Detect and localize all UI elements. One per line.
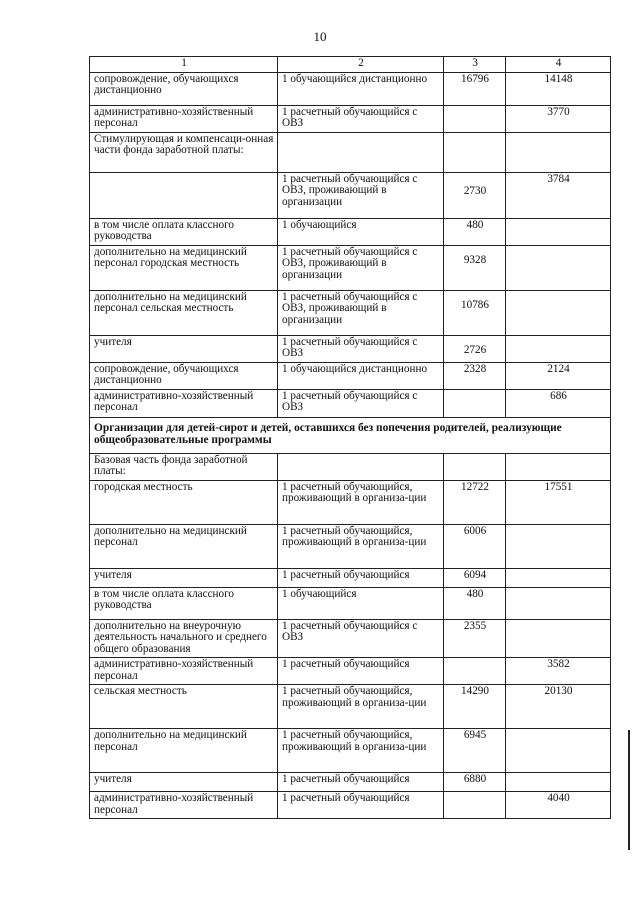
norm-value-cell-alt [506,72,611,105]
norm-value-cell-alt-text: 3784 [547,172,570,185]
norm-value-cell-text: 6945 [463,729,487,741]
unit-cell [278,619,444,658]
indicator-cell [90,335,278,362]
unit-cell [278,290,444,335]
table-row [90,290,611,335]
indicator-cell-text: учителя [94,335,132,348]
table-row [90,587,611,619]
table-row [90,389,611,417]
norm-value-cell-text: 2328 [463,362,487,375]
norm-value-cell-alt [506,218,611,245]
unit-cell-text: 1 расчетный обучающийся [282,658,410,670]
norm-value-cell [444,72,506,105]
norm-value-cell-text: 2355 [463,619,487,632]
unit-cell-text: 1 расчетный обучающийся, проживающий в организа-ции [282,524,427,548]
norm-value-cell-alt [506,658,611,685]
norm-value-cell-text: 480 [466,587,484,600]
indicator-cell-text: сопровождение, обучающихся дистанционно [94,72,239,96]
norm-value-cell-alt [506,105,611,132]
unit-cell [278,389,444,417]
table-row [90,362,611,389]
norm-value-cell-alt [506,453,611,480]
norm-value-cell-alt [506,335,611,362]
norm-value-cell-alt [506,290,611,335]
indicator-cell [90,480,278,524]
unit-cell [278,568,444,587]
unit-cell-text: 1 обучающийся [282,218,357,231]
norm-value-cell-text: 6094 [463,568,487,581]
indicator-cell-text: городская местность [94,480,193,493]
norm-value-cell [444,172,506,218]
unit-cell [278,773,444,792]
unit-cell [278,245,444,290]
norm-value-cell [444,453,506,480]
table-row [90,792,611,819]
unit-cell [278,729,444,773]
norm-value-cell-alt [506,132,611,172]
norm-value-cell-text: 9328 [463,253,487,266]
unit-cell [278,172,444,218]
unit-cell [278,524,444,568]
indicator-cell-text: Стимулирующая и компенсаци-онная части фонда заработной платы: [94,132,274,156]
norm-value-cell-alt [506,389,611,417]
unit-cell [278,792,444,819]
norm-value-cell [444,658,506,685]
norm-value-cell-alt-text: 2124 [547,362,570,375]
norm-value-cell [444,792,506,819]
indicator-cell-text: административно-хозяйственный персонал [94,792,254,816]
norm-value-cell-alt [506,792,611,819]
unit-cell [278,72,444,105]
norm-value-cell-alt [506,685,611,729]
indicator-cell [90,245,278,290]
norm-value-cell [444,685,506,729]
unit-cell-text: 1 расчетный обучающийся, проживающий в организа-ции [282,685,427,709]
table-row [90,619,611,658]
table-row [90,172,611,218]
norm-value-cell [444,568,506,587]
indicator-cell [90,685,278,729]
norm-value-cell [444,480,506,524]
norm-value-cell-text: 14290 [461,685,489,697]
norm-value-cell-alt [506,773,611,792]
indicator-cell [90,619,278,658]
indicator-cell-text: в том числе оплата классного руководства [94,587,235,611]
unit-cell-text: 1 расчетный обучающийся [282,792,410,804]
unit-cell [278,105,444,132]
unit-cell-text: 1 расчетный обучающийся с ОВЗ [282,619,418,643]
page-number: 10 [313,29,327,44]
header-cell-2: 2 [278,57,444,73]
section-row [90,417,611,453]
norm-value-cell-alt-text: 20130 [544,685,573,697]
indicator-cell-text: дополнительно на медицинский персонал [94,729,247,753]
indicator-cell-text: сопровождение, обучающихся дистанционно [94,362,239,386]
table-row [90,524,611,568]
norm-value-cell-text: 12722 [461,480,489,493]
table-row [90,335,611,362]
unit-cell-text: 1 расчетный обучающийся с ОВЗ, проживающий в организации [282,245,418,281]
indicator-cell [90,389,278,417]
table-row [90,72,611,105]
section-title: Организации для детей-сирот и детей, оставшихся без попечения родителей, реализующие общеобразовательные программы [90,417,611,453]
unit-cell-text: 1 расчетный обучающийся с ОВЗ, проживающий в организации [282,290,418,326]
indicator-cell-text: дополнительно на медицинский персонал сельская местность [94,290,247,314]
norm-value-cell-alt-text: 17551 [544,480,573,493]
unit-cell [278,335,444,362]
norm-value-cell-alt-text: 3770 [547,105,570,118]
indicator-cell [90,524,278,568]
norm-value-cell [444,362,506,389]
norm-value-cell [444,335,506,362]
norm-value-cell-text: 6006 [463,524,487,537]
table-row [90,453,611,480]
norm-value-cell-alt-text: 3582 [547,658,570,670]
header-cell-1: 1 [90,57,278,73]
unit-cell [278,685,444,729]
unit-cell-text: 1 расчетный обучающийся с ОВЗ, проживающий в организации [282,172,418,208]
norm-value-cell [444,587,506,619]
indicator-cell-text: учителя [94,568,132,581]
unit-cell-text: 1 расчетный обучающийся, проживающий в организа-ции [282,480,427,504]
indicator-cell [90,362,278,389]
indicator-cell [90,587,278,619]
norm-value-cell-alt [506,172,611,218]
indicator-cell [90,172,278,218]
indicator-cell [90,218,278,245]
norm-value-cell [444,245,506,290]
table-row [90,568,611,587]
norm-value-cell [444,389,506,417]
unit-cell [278,658,444,685]
norm-value-cell-alt [506,245,611,290]
norm-value-cell [444,524,506,568]
norm-value-cell [444,290,506,335]
indicator-cell-text: административно-хозяйственный персонал [94,658,254,682]
table-row [90,132,611,172]
unit-cell [278,362,444,389]
indicator-cell-text: дополнительно на медицинский персонал [94,524,247,548]
norm-value-cell [444,729,506,773]
indicator-cell [90,729,278,773]
header-row [90,57,611,73]
norm-value-cell-text: 2730 [463,184,487,197]
header-cell-4: 4 [506,57,611,73]
norm-value-cell-alt [506,619,611,658]
norm-value-cell-alt-text: 4040 [547,792,570,804]
table-row [90,480,611,524]
norm-value-cell-alt [506,568,611,587]
unit-cell-text: 1 обучающийся [282,587,357,600]
indicator-cell [90,105,278,132]
norm-value-cell [444,132,506,172]
norm-value-cell-alt-text: 14148 [544,72,573,85]
norm-value-cell-text: 2726 [463,343,487,356]
norms-table [89,56,611,819]
unit-cell-text: 1 расчетный обучающийся [282,568,410,581]
table-row [90,105,611,132]
indicator-cell-text: дополнительно на медицинский персонал городская местность [94,245,247,269]
indicator-cell [90,72,278,105]
unit-cell [278,218,444,245]
indicator-cell-text: Базовая часть фонда заработной платы: [94,453,248,477]
table-row [90,658,611,685]
table-row [90,218,611,245]
norm-value-cell [444,619,506,658]
header-cell-3: 3 [444,57,506,73]
norm-value-cell [444,773,506,792]
indicator-cell [90,773,278,792]
indicator-cell-text: в том числе оплата классного руководства [94,218,235,242]
norm-value-cell-text: 10786 [461,298,489,311]
unit-cell-text: 1 расчетный обучающийся с ОВЗ [282,335,418,359]
indicator-cell [90,658,278,685]
norm-value-cell-text: 16796 [461,72,489,85]
norm-value-cell-alt [506,362,611,389]
indicator-cell [90,290,278,335]
norm-value-cell-text: 6880 [463,773,487,785]
margin-rule [628,730,630,850]
indicator-cell [90,792,278,819]
indicator-cell-text: дополнительно на внеурочную деятельность начального и среднего общего образования [94,619,267,655]
norm-value-cell-alt [506,729,611,773]
unit-cell-text: 1 обучающийся дистанционно [282,72,428,85]
unit-cell-text: 1 расчетный обучающийся с ОВЗ [282,389,418,413]
unit-cell [278,587,444,619]
table-row [90,685,611,729]
norm-value-cell-alt [506,480,611,524]
unit-cell [278,132,444,172]
norm-value-cell-alt [506,524,611,568]
indicator-cell-text: административно-хозяйственный персонал [94,105,254,129]
norm-value-cell [444,105,506,132]
unit-cell-text: 1 расчетный обучающийся [282,773,410,785]
table-row [90,729,611,773]
indicator-cell [90,568,278,587]
unit-cell-text: 1 расчетный обучающийся с ОВЗ [282,105,418,129]
norm-value-cell-alt [506,587,611,619]
indicator-cell-text: административно-хозяйственный персонал [94,389,254,413]
table-row [90,245,611,290]
unit-cell-text: 1 обучающийся дистанционно [282,362,428,375]
unit-cell [278,480,444,524]
table-row [90,773,611,792]
indicator-cell-text: учителя [94,773,132,785]
indicator-cell [90,132,278,172]
indicator-cell [90,453,278,480]
norm-value-cell [444,218,506,245]
norm-value-cell-text: 480 [466,218,484,231]
indicator-cell-text: сельская местность [94,685,187,697]
norm-value-cell-alt-text: 686 [550,389,567,402]
unit-cell [278,453,444,480]
unit-cell-text: 1 расчетный обучающийся, проживающий в организа-ции [282,729,427,753]
